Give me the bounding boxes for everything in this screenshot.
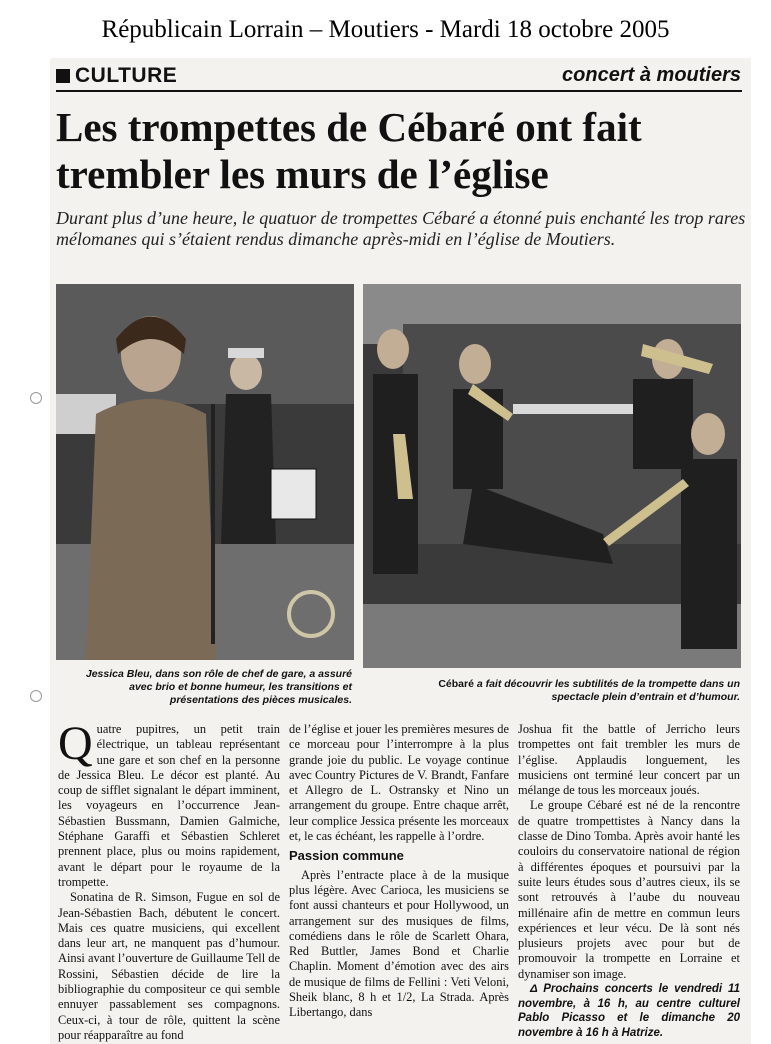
body-paragraph: Joshua fit the battle of Jerricho leurs trompettes ont fait trembler les murs de l’église. Applaudis longuement, les musiciens ont terminé leur concert par un mélange de tous les morceaux joués. bbox=[518, 722, 740, 798]
photo-conductor-image bbox=[56, 284, 354, 660]
concert-dates-note: Δ Prochains concerts le vendredi 11 novembre, à 16 h, au centre culturel Pablo Picasso et le dimanche 20 novembre à 16 h à Hatrize. bbox=[518, 983, 740, 1039]
square-bullet-icon bbox=[56, 69, 70, 83]
caption-right-text: a fait découvrir les subtilités de la trompette dans un spectacle plein d’entrain et d’humour. bbox=[473, 678, 740, 703]
section-rubric bbox=[56, 64, 177, 88]
subheading: Passion commune bbox=[289, 848, 404, 864]
section-label: CULTURE bbox=[75, 64, 178, 87]
body-paragraph: Après l’entracte place à de la musique plus légère. Avec Carioca, les musiciens se font aussi chanteurs et pour Hollywood, un arrangement sur des musiques de films, comédiens dans le rôle de Scarlett Ohara, Red Buttler, James Bond et Charlie Chaplin. Moment d’émotion avec des airs de musique de films de Fellini : Veti Veloni, Sheik blanc, 8 h et 1/2, La Strada. Après Libertango, dans bbox=[289, 867, 509, 1020]
article-headline: Les trompettes de Cébaré ont fait trembler les murs de l’église bbox=[56, 104, 642, 197]
article-lead: Durant plus d’une heure, le quatuor de trompettes Cébaré a étonné puis enchanté les trop rares mélomanes qui s’étaient rendus dimanche après-midi en l’église de Moutiers. bbox=[56, 208, 746, 249]
article-column-1 bbox=[58, 717, 280, 1043]
photo-quartet-image bbox=[363, 284, 741, 668]
source-line: Républicain Lorrain – Moutiers - Mardi 18 octobre 2005 bbox=[101, 16, 670, 43]
body-paragraph: Le groupe Cébaré est né de la rencontre de quatre trompettistes à Nancy dans la classe de Dino Tomba. Après avoir hanté les couloirs du conservatoire national de région à différentes époques et poursuivi par la suite leurs études sous d’autres cieux, ils se sont retrouvés à l’aube du nouveau millénaire afin de mettre en commun leurs expériences et leur vécu. De là sont nés plusieurs projets avec pour but de promouvoir la trompette en Lorraine et dynamiser son image. bbox=[518, 798, 740, 981]
punch-hole bbox=[30, 392, 42, 404]
photo-quartet bbox=[363, 284, 741, 668]
body-paragraph: de l’église et jouer les premières mesures de ce morceau pour l’interrompre à la plus grande joie du public. Le voyage continue avec Country Pictures de V. Brandt, Fanfare et Allegro de L. Ostransky et Nino un arrangement du groupe. Entre chaque arrêt, leur complice Jessica présente les morceaux et, le cas échéant, les rappelle à l’ordre. bbox=[289, 722, 509, 844]
caption-group-name: Cébaré bbox=[438, 678, 474, 690]
paragraph-text: uatre pupitres, un petit train électrique, un tableau représentant une gare et son chef en la personne de Jessica Bleu. Le décor est planté. Au coup de sifflet signalant le départ imminent, les voyageurs en l’occurrence Jean-Sébastien Bussmann, Damien Galmiche, Stéphane Garaffi et Sébastien Schleret prennent place, plus ou moins rapidement, avant le départ pour le royaume de la trompette. bbox=[58, 722, 280, 889]
photo-caption-left: Jessica Bleu, dans son rôle de chef de gare, a assuré avec brio et bonne humeur, les transitions et présentations des pièces musicales. bbox=[85, 668, 352, 706]
body-paragraph: Sonatina de R. Simson, Fugue en sol de Jean-Sébastien Bach, débutent le concert. Mais ces quatre musiciens, qui excellent dans leur art, ne manquent pas d’humour. Ainsi avant l’ouverture de Guillaume Tell de Rossini, Sébastien décide de lire la bibliographie du compositeur ce qui semble ennuyer passablement ses compagnons. Ceux-ci, à tour de rôle, quittent la scène pour réapparaître au fond bbox=[58, 890, 280, 1042]
photo-conductor bbox=[56, 284, 354, 660]
body-paragraph bbox=[58, 717, 280, 890]
punch-hole bbox=[30, 690, 42, 702]
article-column-3 bbox=[518, 722, 740, 1040]
article-column-2 bbox=[289, 722, 509, 1021]
drop-cap: Q bbox=[58, 717, 93, 770]
photo-caption-right bbox=[420, 678, 740, 704]
topic-rubric: concert à moutiers bbox=[562, 64, 741, 86]
